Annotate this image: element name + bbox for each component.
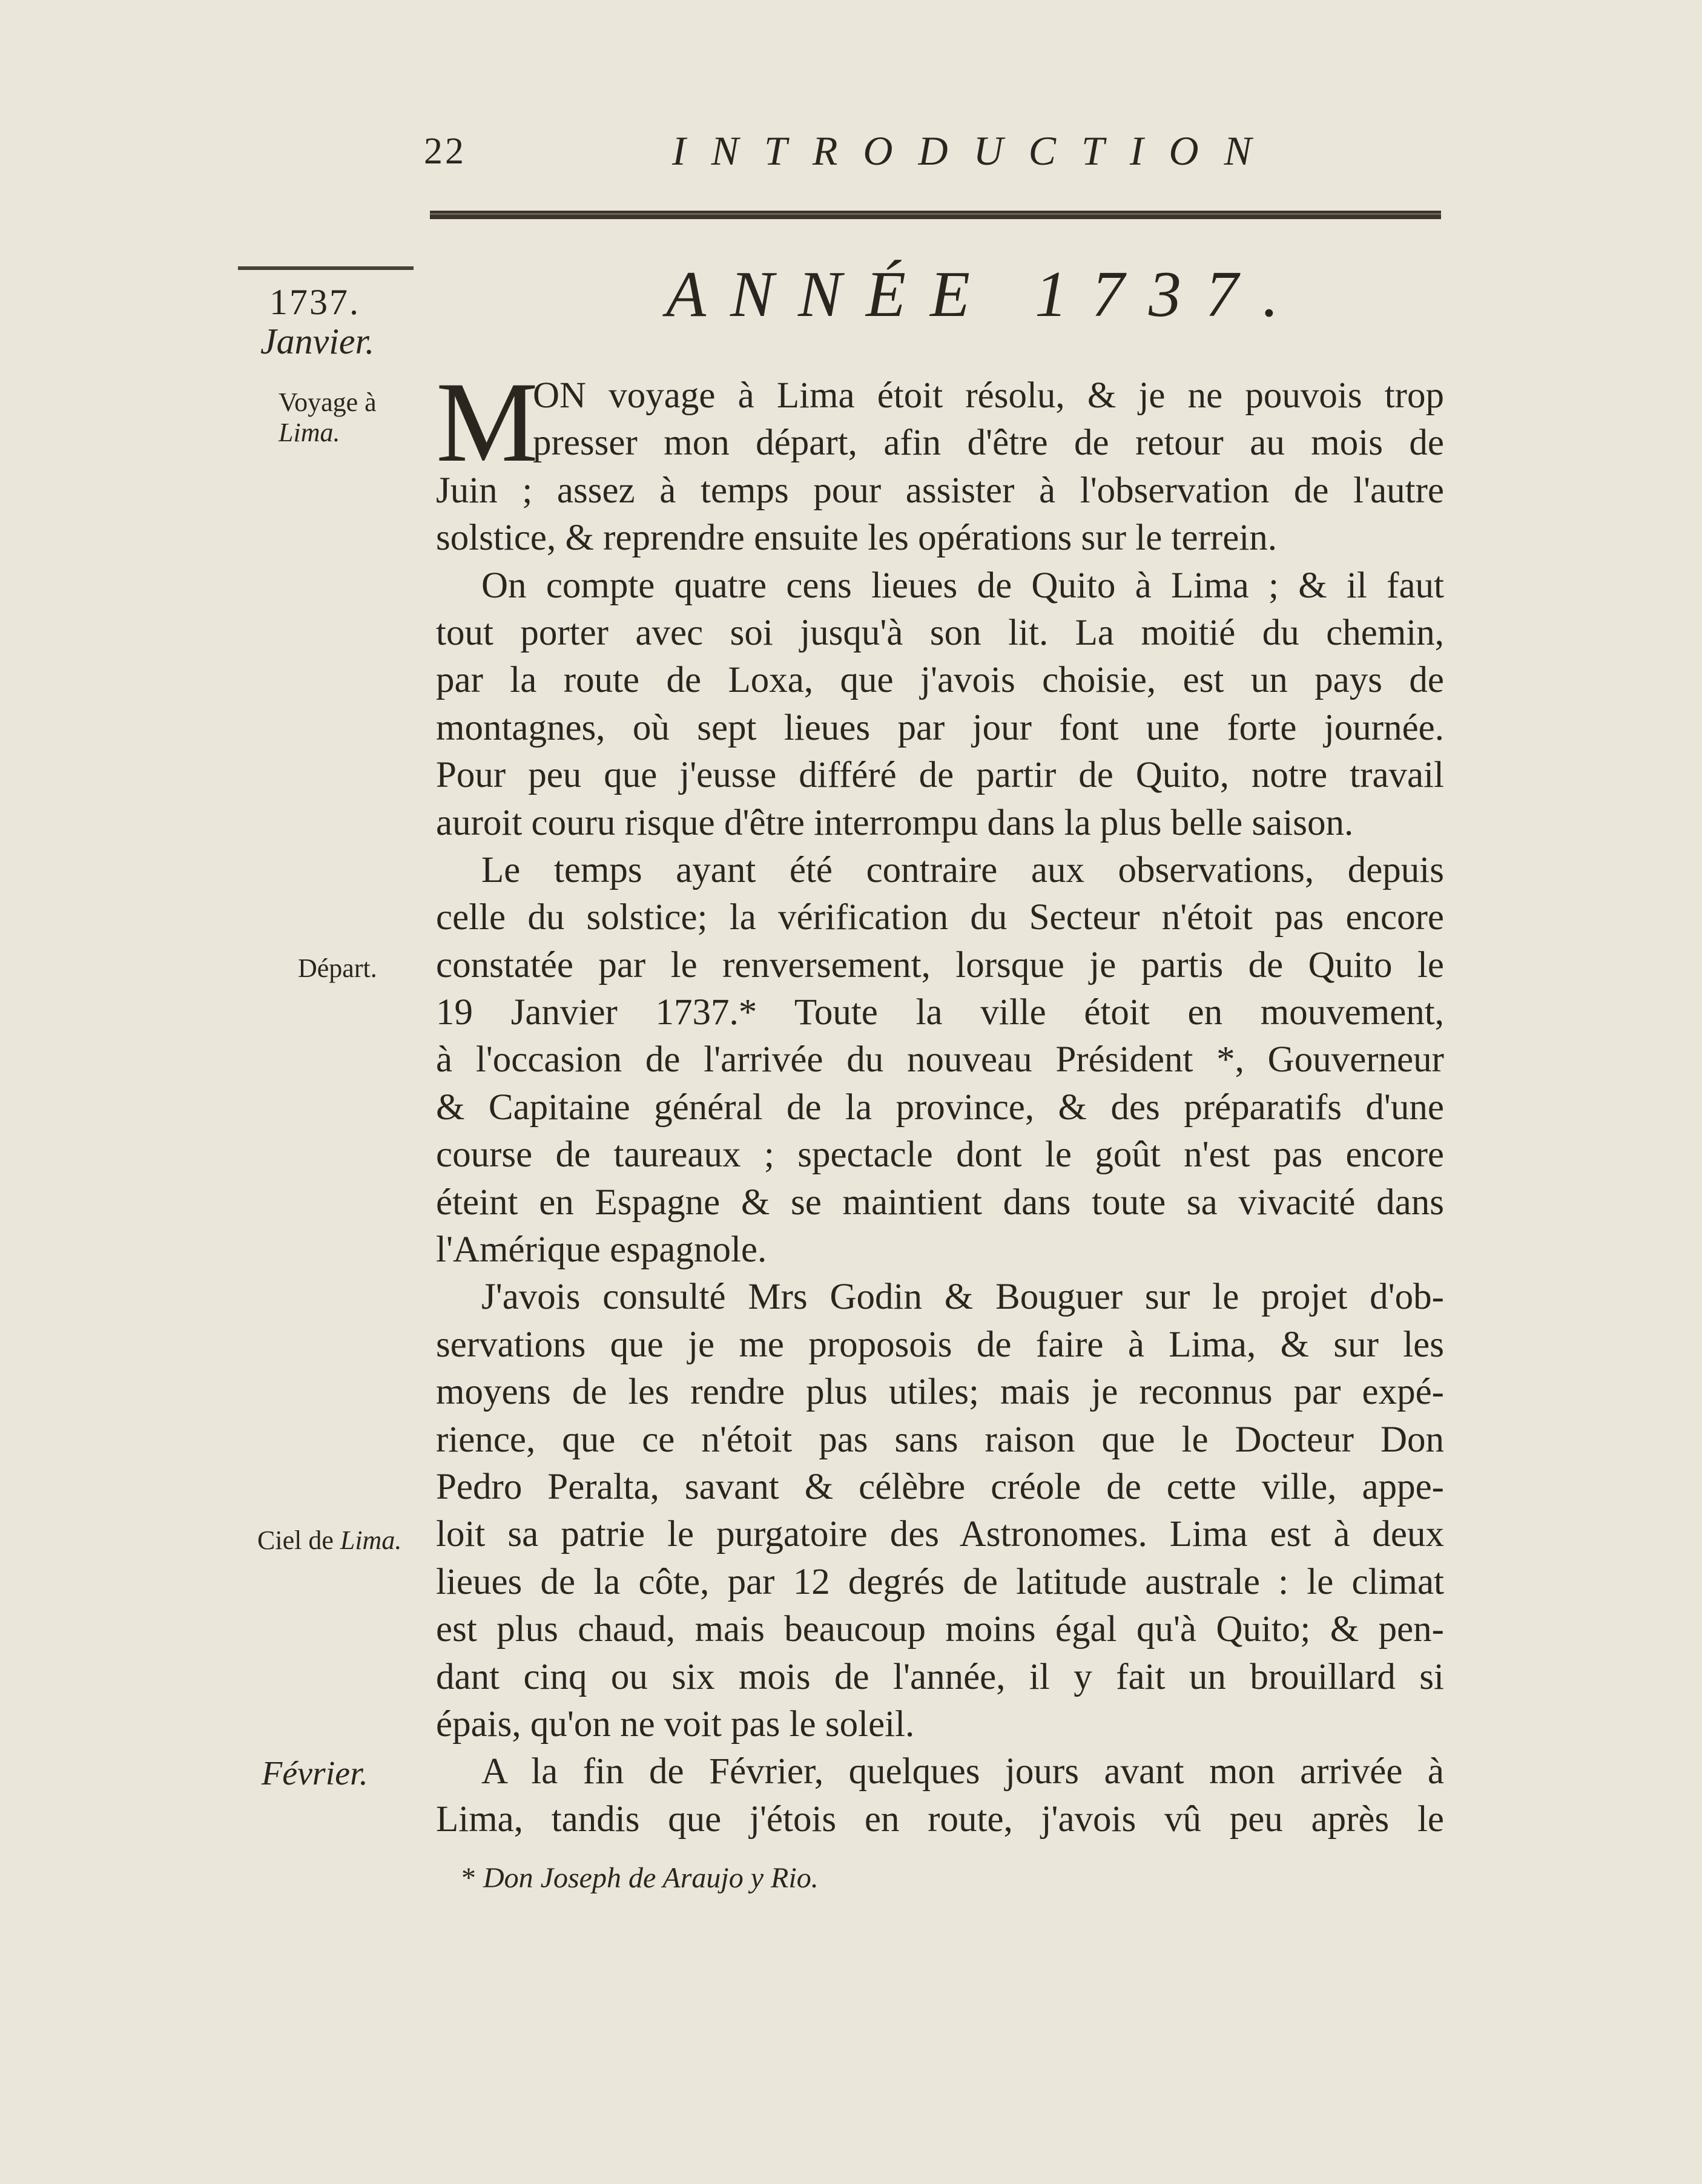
text-line: auroit couru risque d'être interrompu dans la plus belle saison. (436, 802, 1354, 843)
footnote-text: Don Joseph de Araujo y Rio. (483, 1862, 819, 1894)
page-number: 22 (424, 131, 466, 172)
margin-month: Janvier. (260, 321, 375, 361)
drop-cap: M (436, 359, 538, 486)
year-heading: ANNÉE 1737. (666, 258, 1303, 331)
margin-note-voyage-line2: Lima. (279, 418, 340, 447)
footnote-marker: * (461, 1862, 476, 1894)
text-line: Pedro Peralta, savant & célèbre créole de cette ville, appe- (436, 1466, 1444, 1507)
text-line: constatée par le renversement, lorsque je partis de Quito le (436, 944, 1444, 985)
text-line: presser mon départ, afin d'être de retour au mois de (533, 423, 1444, 464)
text-line: éteint en Espagne & se maintient dans toute sa vivacité dans (436, 1182, 1444, 1223)
text-line: ON voyage à Lima étoit résolu, & je ne pouvois trop (533, 375, 1444, 416)
margin-note-ciel (257, 1525, 401, 1556)
page-header (424, 121, 1441, 188)
text-line: est plus chaud, mais beaucoup moins égal qu'à Quito; & pen- (436, 1609, 1444, 1650)
margin-year: 1737. (269, 282, 360, 322)
margin-rule (238, 266, 414, 270)
text-line: montagnes, où sept lieues par jour font une forte journée. (436, 707, 1444, 748)
text-line: Le temps ayant été contraire aux observations, depuis (481, 849, 1444, 890)
text-line: On compte quatre cens lieues de Quito à Lima ; & il faut (481, 565, 1444, 606)
text-line: J'avois consulté Mrs Godin & Bouguer sur le projet d'ob- (481, 1277, 1444, 1318)
text-line: épais, qu'on ne voit pas le soleil. (436, 1703, 915, 1745)
text-line: tout porter avec soi jusqu'à son lit. La moitié du chemin, (436, 612, 1444, 653)
text-line: celle du solstice; la vérification du Secteur n'étoit pas encore (436, 897, 1444, 938)
text-line: 19 Janvier 1737.* Toute la ville étoit en mouvement, (436, 992, 1444, 1033)
footnote (461, 1861, 819, 1895)
margin-note-ciel-place: Lima. (340, 1525, 402, 1555)
text-line: Lima, tandis que j'étois en route, j'avois vû peu après le (436, 1798, 1444, 1840)
text-line: lieues de la côte, par 12 degrés de latitude australe : le climat (436, 1561, 1444, 1602)
margin-note-voyage (279, 387, 418, 448)
margin-note-fevrier: Février. (262, 1755, 368, 1792)
text-line: l'Amérique espagnole. (436, 1229, 767, 1271)
text-line: par la route de Loxa, que j'avois choisie, est un pays de (436, 660, 1444, 701)
margin-note-depart: Départ. (298, 953, 377, 983)
text-line: rience, que ce n'étoit pas sans raison que le Docteur Don (436, 1419, 1444, 1460)
text-line: Juin ; assez à temps pour assister à l'observation de l'autre (436, 470, 1444, 511)
text-line: & Capitaine général de la province, & des préparatifs d'une (436, 1087, 1444, 1128)
text-line: Pour peu que j'eusse différé de partir de Quito, notre travail (436, 755, 1444, 796)
margin-note-ciel-prefix: Ciel de (257, 1525, 334, 1555)
text-line: servations que je me proposois de faire à Lima, & sur les (436, 1324, 1444, 1365)
main-text (436, 359, 1444, 1843)
text-line: moyens de les rendre plus utiles; mais je reconnus par expé- (436, 1372, 1444, 1413)
header-rule (430, 211, 1441, 219)
text-line: loit sa patrie le purgatoire des Astronomes. Lima est à deux (436, 1514, 1444, 1555)
text-line: dant cinq ou six mois de l'année, il y fait un brouillard si (436, 1656, 1444, 1697)
running-title: INTRODUCTION (672, 128, 1277, 174)
text-line: course de taureaux ; spectacle dont le goût n'est pas encore (436, 1134, 1444, 1176)
text-line: A la fin de Février, quelques jours avant mon arrivée à (481, 1751, 1444, 1792)
text-line: solstice, & reprendre ensuite les opérations sur le terrein. (436, 518, 1277, 559)
text-line: à l'occasion de l'arrivée du nouveau Président *, Gouverneur (436, 1039, 1444, 1080)
margin-note-voyage-line1: Voyage à (279, 387, 377, 417)
